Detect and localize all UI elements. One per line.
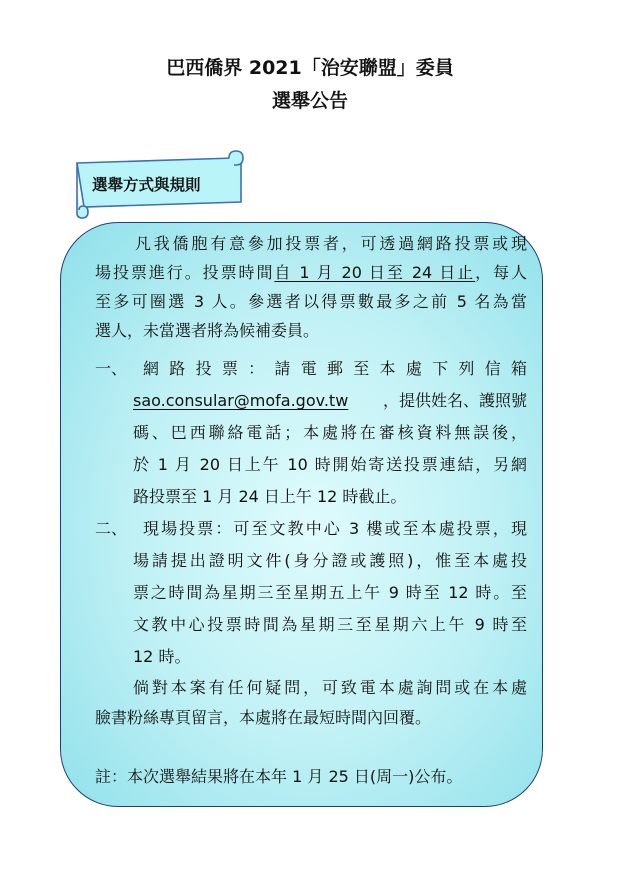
item-1-line-1: 網 路 投 票 ： 請 電 郵 至 本 處 下 列 信 箱 bbox=[143, 359, 527, 378]
item-1-line-2-rest: ，提供姓名、護照號 bbox=[382, 391, 527, 410]
contact-email-link[interactable]: sao.consular@mofa.gov.tw bbox=[133, 391, 349, 410]
item-2-line-3: 票之時間為星期三至星期五上午 9 時至 12 時。至 bbox=[133, 583, 527, 602]
results-note: 註：本次選舉結果將在本年 1 月 25 日(周一)公布。 bbox=[95, 767, 463, 786]
section-banner bbox=[68, 150, 246, 220]
announcement-subtitle: 選舉公告 bbox=[271, 90, 348, 112]
closing-line-2: 臉書粉絲專頁留言，本處將在最短時間內回覆。 bbox=[95, 708, 432, 727]
item-2-marker: 二、 bbox=[95, 519, 128, 538]
intro-voting-method: 場投票進行。投票時間 bbox=[95, 263, 275, 282]
closing-line-1: 倘對本案有任何疑問，可致電本處詢問或在本處 bbox=[133, 678, 527, 697]
item-2-line-1: 現場投票：可至文教中心 3 樓或至本處投票，現 bbox=[143, 519, 527, 538]
intro-line-3: 至多可圈選 3 人。參選者以得票數最多之前 5 名為當 bbox=[95, 292, 527, 311]
announcement-title: 巴西僑界 2021「治安聯盟」委員 bbox=[166, 57, 454, 79]
intro-per-person: ，每人 bbox=[475, 263, 527, 282]
item-1-line-2 bbox=[133, 391, 527, 411]
intro-line-4: 選人，未當選者將為候補委員。 bbox=[95, 321, 320, 340]
item-1-line-5: 路投票至 1 月 24 日上午 12 時截止。 bbox=[133, 487, 407, 506]
item-1-line-4: 於 1 月 20 日上午 10 時開始寄送投票連結，另網 bbox=[133, 455, 527, 474]
intro-line-1: 凡我僑胞有意參加投票者，可透過網路投票或現 bbox=[135, 234, 527, 253]
item-2-line-2: 場請提出證明文件(身分證或護照)，惟至本處投 bbox=[133, 551, 527, 570]
item-1-marker: 一、 bbox=[95, 359, 128, 378]
item-2-line-5: 12 時。 bbox=[133, 647, 191, 666]
item-2-line-4: 文教中心投票時間為星期三至星期六上午 9 時至 bbox=[133, 615, 527, 634]
item-1-line-3: 碼、巴西聯絡電話；本處將在審核資料無誤後， bbox=[133, 423, 527, 442]
section-heading: 選舉方式與規則 bbox=[92, 176, 201, 194]
intro-line-2 bbox=[95, 263, 527, 283]
voting-period: 自 1 月 20 日至 24 日止 bbox=[274, 263, 476, 282]
